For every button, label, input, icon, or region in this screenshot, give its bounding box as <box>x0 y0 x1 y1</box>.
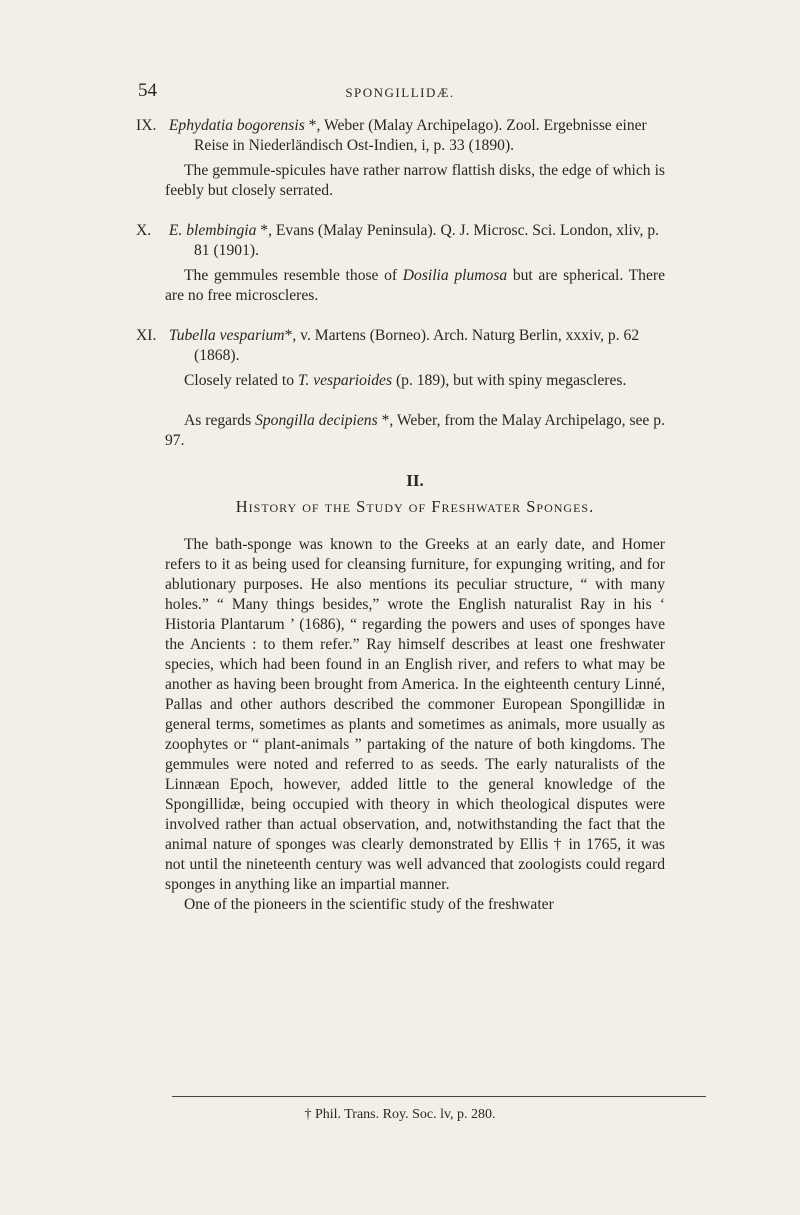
entry-citation: *, v. Martens (Borneo). Arch. Naturg Berlin, xxxiv, p. 62 (1868). <box>194 327 640 364</box>
species-entry <box>136 221 665 306</box>
species-entry <box>136 326 665 391</box>
page-number: 54 <box>138 80 157 101</box>
running-head: SPONGILLIDÆ. <box>345 85 455 100</box>
footnote-rule <box>172 1096 706 1097</box>
entry-citation: *, Weber (Malay Archipelago). Zool. Ergebnisse einer Reise in Niederländisch Ost-Indien, i, p. 33 (1890). <box>194 117 647 154</box>
cross-reference-note: As regards Spongilla decipiens *, Weber, from the Malay Archipelago, see p. 97. <box>165 412 665 449</box>
section-title: History of the Study of Freshwater Sponges. <box>235 497 595 516</box>
entry-description: Closely related to T. vesparioides (p. 189), but with spiny megascleres. <box>184 372 627 389</box>
page-body <box>136 116 665 915</box>
body-paragraph: One of the pioneers in the scientific study of the freshwater <box>184 896 554 913</box>
entry-taxon: E. blembingia <box>168 222 257 239</box>
section-number: II. <box>406 471 424 490</box>
species-entry <box>136 116 665 201</box>
entry-heading: XI. Tubella vesparium*, v. Martens (Borneo). Arch. Naturg Berlin, xxxiv, p. 62 (1868). <box>136 327 640 364</box>
entry-description: The gemmules resemble those of Dosilia plumosa but are spherical. There are no free microscleres. <box>165 267 665 304</box>
entry-taxon: Ephydatia bogorensis <box>168 117 305 134</box>
body-paragraph: The bath-sponge was known to the Greeks at an early date, and Homer refers to it as being used for cleansing furniture, for expunging writing, and for ablutionary purposes. He also mentions its peculiar structure, “ with many holes.” “ Many things besides,” wrote the English naturalist Ray in his ‘ Historia Plantarum ’ (1686), “ regarding the powers and uses of sponges have the Ancients : to them refer.” Ray himself describes at least one freshwater species, which had been found in an English river, and refers to what may be another as having been brought from America. In the eighteenth century Linné, Pallas and other authors described the commoner European Spongillidæ in general terms, sometimes as plants and sometimes as animals, more usually as zoophytes or “ plant-animals ” partaking of the nature of both kingdoms. The gemmules were noted and referred to as seeds. The early naturalists of the Linnæan Epoch, however, added little to the general knowledge of the Spongillidæ, being occupied with theory in which theological disputes were involved rather than actual observation, and, notwithstanding the fact that the animal nature of sponges was clearly demonstrated by Ellis † in 1765, it was not until the nineteenth century was well advanced that zoologists could regard sponges in anything like an impartial manner. <box>165 536 665 893</box>
entry-heading: X. E. blembingia *, Evans (Malay Peninsula). Q. J. Microsc. Sci. London, xliv, p. 81 (1901). <box>136 222 660 259</box>
entry-heading: IX. Ephydatia bogorensis *, Weber (Malay Archipelago). Zool. Ergebnisse einer Reise in Niederländisch Ost-Indien, i, p. 33 (1890). <box>136 117 647 154</box>
entry-citation: *, Evans (Malay Peninsula). Q. J. Microsc. Sci. London, xliv, p. 81 (1901). <box>194 222 660 259</box>
entry-taxon: Tubella vesparium <box>168 327 285 344</box>
footnote: † Phil. Trans. Roy. Soc. lv, p. 280. <box>304 1107 496 1122</box>
entry-description: The gemmule-spicules have rather narrow flattish disks, the edge of which is feebly but closely serrated. <box>165 162 665 199</box>
